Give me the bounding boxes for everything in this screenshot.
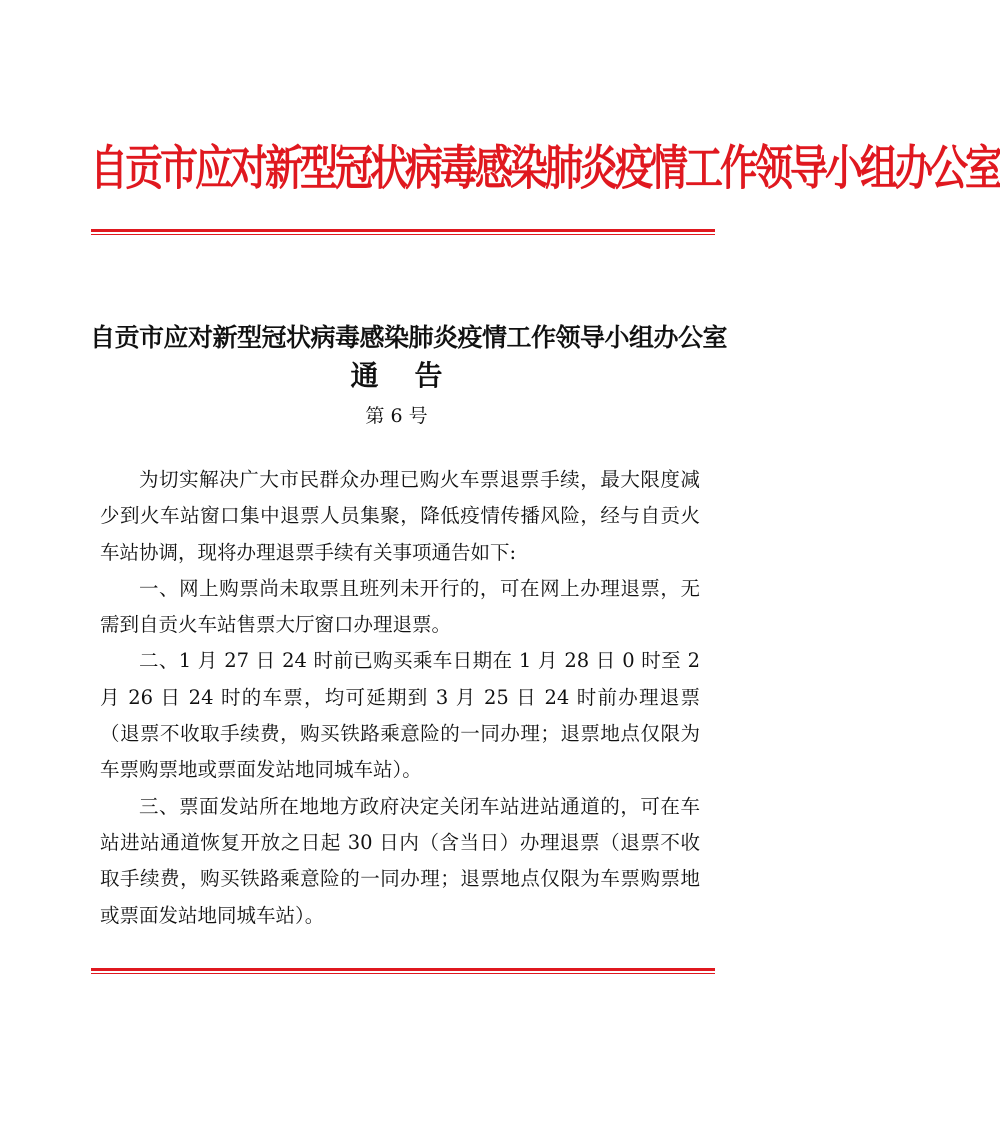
document-title: 自贡市应对新型冠状病毒感染肺炎疫情工作领导小组办公室 (90, 323, 728, 352)
document-number: 第 6 号 (365, 405, 428, 427)
footer-divider (91, 968, 715, 974)
divider-thick-line (91, 968, 715, 971)
body-paragraph: 二、1 月 27 日 24 时前已购买乘车日期在 1 月 28 日 0 时至 2 月 26 日 24 时的车票，均可延期到 3 月 25 日 24 时前办理退票（退票不收取手续费，购买铁路乘意险的一同办理；退票地点仅限为车票购票地或票面发站地同城车站）。 (100, 649, 700, 782)
divider-thin-line (91, 973, 715, 974)
divider-thick-line (91, 229, 715, 232)
body-paragraph: 三、票面发站所在地地方政府决定关闭车站进站通道的，可在车站进站通道恢复开放之日起 30 日内（含当日）办理退票（退票不收取手续费，购买铁路乘意险的一同办理；退票地点仅限为车票购票地或票面发站地同城车站）。 (100, 794, 700, 927)
letterhead-divider (91, 229, 715, 235)
letterhead-title (90, 128, 1000, 208)
divider-thin-line (91, 234, 715, 235)
body-paragraph: 为切实解决广大市民群众办理已购火车票退票手续，最大限度减少到火车站窗口集中退票人员集聚，降低疫情传播风险，经与自贡火车站协调，现将办理退票手续有关事项通告如下: (100, 468, 700, 564)
document-type: 通告 (350, 359, 479, 392)
letterhead-org-name: 自贡市应对新型冠状病毒感染肺炎疫情工作领导小组办公室 (90, 139, 1000, 196)
body-paragraph: 一、网上购票尚未取票且班列未开行的，可在网上办理退票，无需到自贡火车站售票大厅窗口办理退票。 (100, 576, 700, 637)
document-body (100, 462, 700, 934)
